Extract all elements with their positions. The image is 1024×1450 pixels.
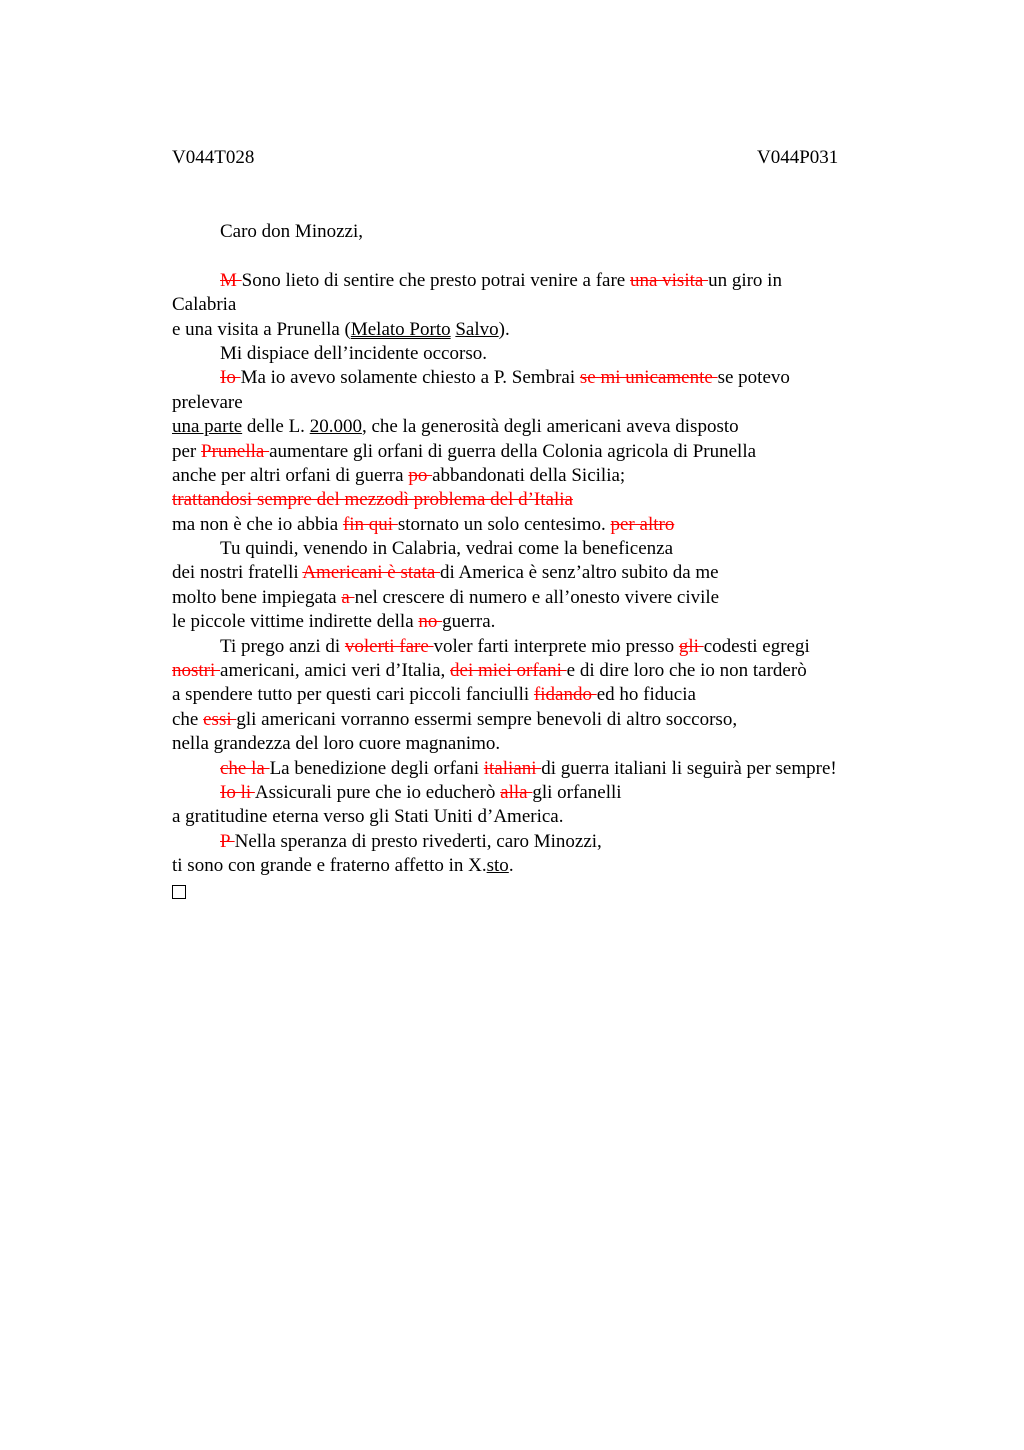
deleted-text: se mi unicamente xyxy=(579,367,718,389)
underlined-text: sto xyxy=(486,855,509,877)
text: Ma io avevo solamente chiesto a P. Sembrai xyxy=(240,367,580,389)
deleted-text: trattandosi sempre del mezzodì problema del d’Italia xyxy=(172,489,573,511)
text-line xyxy=(172,708,932,732)
text-line xyxy=(172,757,932,781)
underlined-text: una parte xyxy=(172,416,243,438)
deleted-text: fin qui xyxy=(342,513,398,535)
text-line xyxy=(172,293,932,317)
text: nel crescere di numero e all’onesto vivere civile xyxy=(354,586,720,608)
text: per xyxy=(172,440,202,462)
deleted-text: italiani xyxy=(483,757,542,779)
text: delle L. xyxy=(242,416,310,438)
text: . xyxy=(508,855,514,877)
text: molto bene impiegata xyxy=(172,586,342,608)
text-line xyxy=(172,464,932,488)
text: aumentare gli orfani di guerra della Colonia agricola di Prunella xyxy=(269,440,757,462)
deleted-text: che la xyxy=(220,757,270,779)
deleted-text: M xyxy=(220,269,242,291)
text: La benedizione degli orfani xyxy=(269,757,484,779)
deleted-text: nostri xyxy=(172,660,221,682)
deleted-text: Americani è stata xyxy=(302,562,441,584)
deleted-text: Io xyxy=(220,367,241,389)
deleted-text: a xyxy=(341,586,355,608)
text-line xyxy=(172,440,932,464)
text: a gratitudine eterna verso gli Stati Uniti d’America. xyxy=(172,806,564,828)
deleted-text: Io li xyxy=(220,781,255,803)
text: anche per altri orfani di guerra xyxy=(172,464,409,486)
text-line xyxy=(172,683,932,707)
text: ma non è che io abbia xyxy=(172,513,343,535)
text-line xyxy=(172,391,932,415)
text-line xyxy=(172,635,932,659)
underlined-text: Salvo xyxy=(455,318,499,340)
text-line xyxy=(172,342,932,366)
text: a spendere tutto per questi cari piccoli fanciulli xyxy=(172,684,534,706)
text: stornato un solo centesimo. xyxy=(397,513,611,535)
deleted-text: no xyxy=(418,611,443,633)
text: e di dire loro che io non tarderò xyxy=(566,660,807,682)
deleted-text: per altro xyxy=(610,513,675,535)
text-line xyxy=(172,805,932,829)
text-line xyxy=(172,781,932,805)
end-marker xyxy=(172,879,932,903)
deleted-text: essi xyxy=(203,708,237,730)
letter-body xyxy=(172,220,932,903)
text: abbandonati della Sicilia; xyxy=(432,464,626,486)
deleted-text: alla xyxy=(500,781,533,803)
text-line xyxy=(172,610,932,634)
text: gli americani vorranno essermi sempre benevoli di altro soccorso, xyxy=(236,708,738,730)
text-line xyxy=(172,366,932,390)
text: ti sono con grande e fraterno affetto in X. xyxy=(172,855,487,877)
text: prelevare xyxy=(172,391,243,413)
text: Nella speranza di presto rivederti, caro Minozzi, xyxy=(234,830,602,852)
text: Assicurali pure che io educherò xyxy=(254,781,501,803)
text: gli orfanelli xyxy=(532,781,622,803)
text: Sono lieto di sentire che presto potrai venire a fare xyxy=(241,269,630,291)
deleted-text: Prunella xyxy=(201,440,270,462)
deleted-text: fidando xyxy=(533,684,597,706)
text: un giro in xyxy=(708,269,782,291)
text-line xyxy=(172,561,932,585)
deleted-text: una visita xyxy=(629,269,709,291)
text: codesti egregi xyxy=(703,635,810,657)
blank-line xyxy=(172,244,932,268)
double-underlined-text: Melato Porto xyxy=(350,318,451,340)
text: Tu quindi, venendo in Calabria, vedrai come la beneficenza xyxy=(220,538,674,560)
text-line xyxy=(172,513,932,537)
text: americani, amici veri d’Italia, xyxy=(220,660,451,682)
deleted-text: gli xyxy=(678,635,704,657)
text: nella grandezza del loro cuore magnanimo. xyxy=(172,733,501,755)
text-line xyxy=(172,659,932,683)
text-line xyxy=(172,318,932,342)
text: se potevo xyxy=(717,367,790,389)
text: ). xyxy=(498,318,510,340)
text-line xyxy=(172,488,932,512)
text-line xyxy=(172,537,932,561)
text: , che la generosità degli americani aveva disposto xyxy=(361,416,739,438)
salutation: Caro don Minozzi, xyxy=(220,221,364,242)
text: le piccole vittime indirette della xyxy=(172,611,419,633)
text: di guerra italiani li seguirà per sempre! xyxy=(541,757,837,779)
text-line xyxy=(172,269,932,293)
text: che xyxy=(172,708,204,730)
text: e una visita a Prunella ( xyxy=(172,318,351,340)
text: dei nostri fratelli xyxy=(172,562,303,584)
text: voler farti interprete mio presso xyxy=(433,635,679,657)
deleted-text: P xyxy=(220,830,235,852)
text: guerra. xyxy=(442,611,496,633)
deleted-text: po xyxy=(408,464,433,486)
text: di America è senz’altro subito da me xyxy=(440,562,719,584)
deleted-text: dei miei orfani xyxy=(450,660,567,682)
text: Ti prego anzi di xyxy=(220,635,345,657)
text: ed ho fiducia xyxy=(596,684,696,706)
text: Mi dispiace dell’incidente occorso. xyxy=(220,342,487,364)
deleted-text: volerti fare xyxy=(344,635,434,657)
text-line xyxy=(172,415,932,439)
text-line xyxy=(172,586,932,610)
text-line xyxy=(172,854,932,878)
text-line xyxy=(172,830,932,854)
header-right-code: V044P031 xyxy=(757,147,839,168)
text-line xyxy=(172,732,932,756)
square-box-icon xyxy=(172,885,186,899)
header-left-code: V044T028 xyxy=(172,147,255,168)
text: Calabria xyxy=(172,294,237,316)
underlined-text: 20.000 xyxy=(309,416,362,438)
